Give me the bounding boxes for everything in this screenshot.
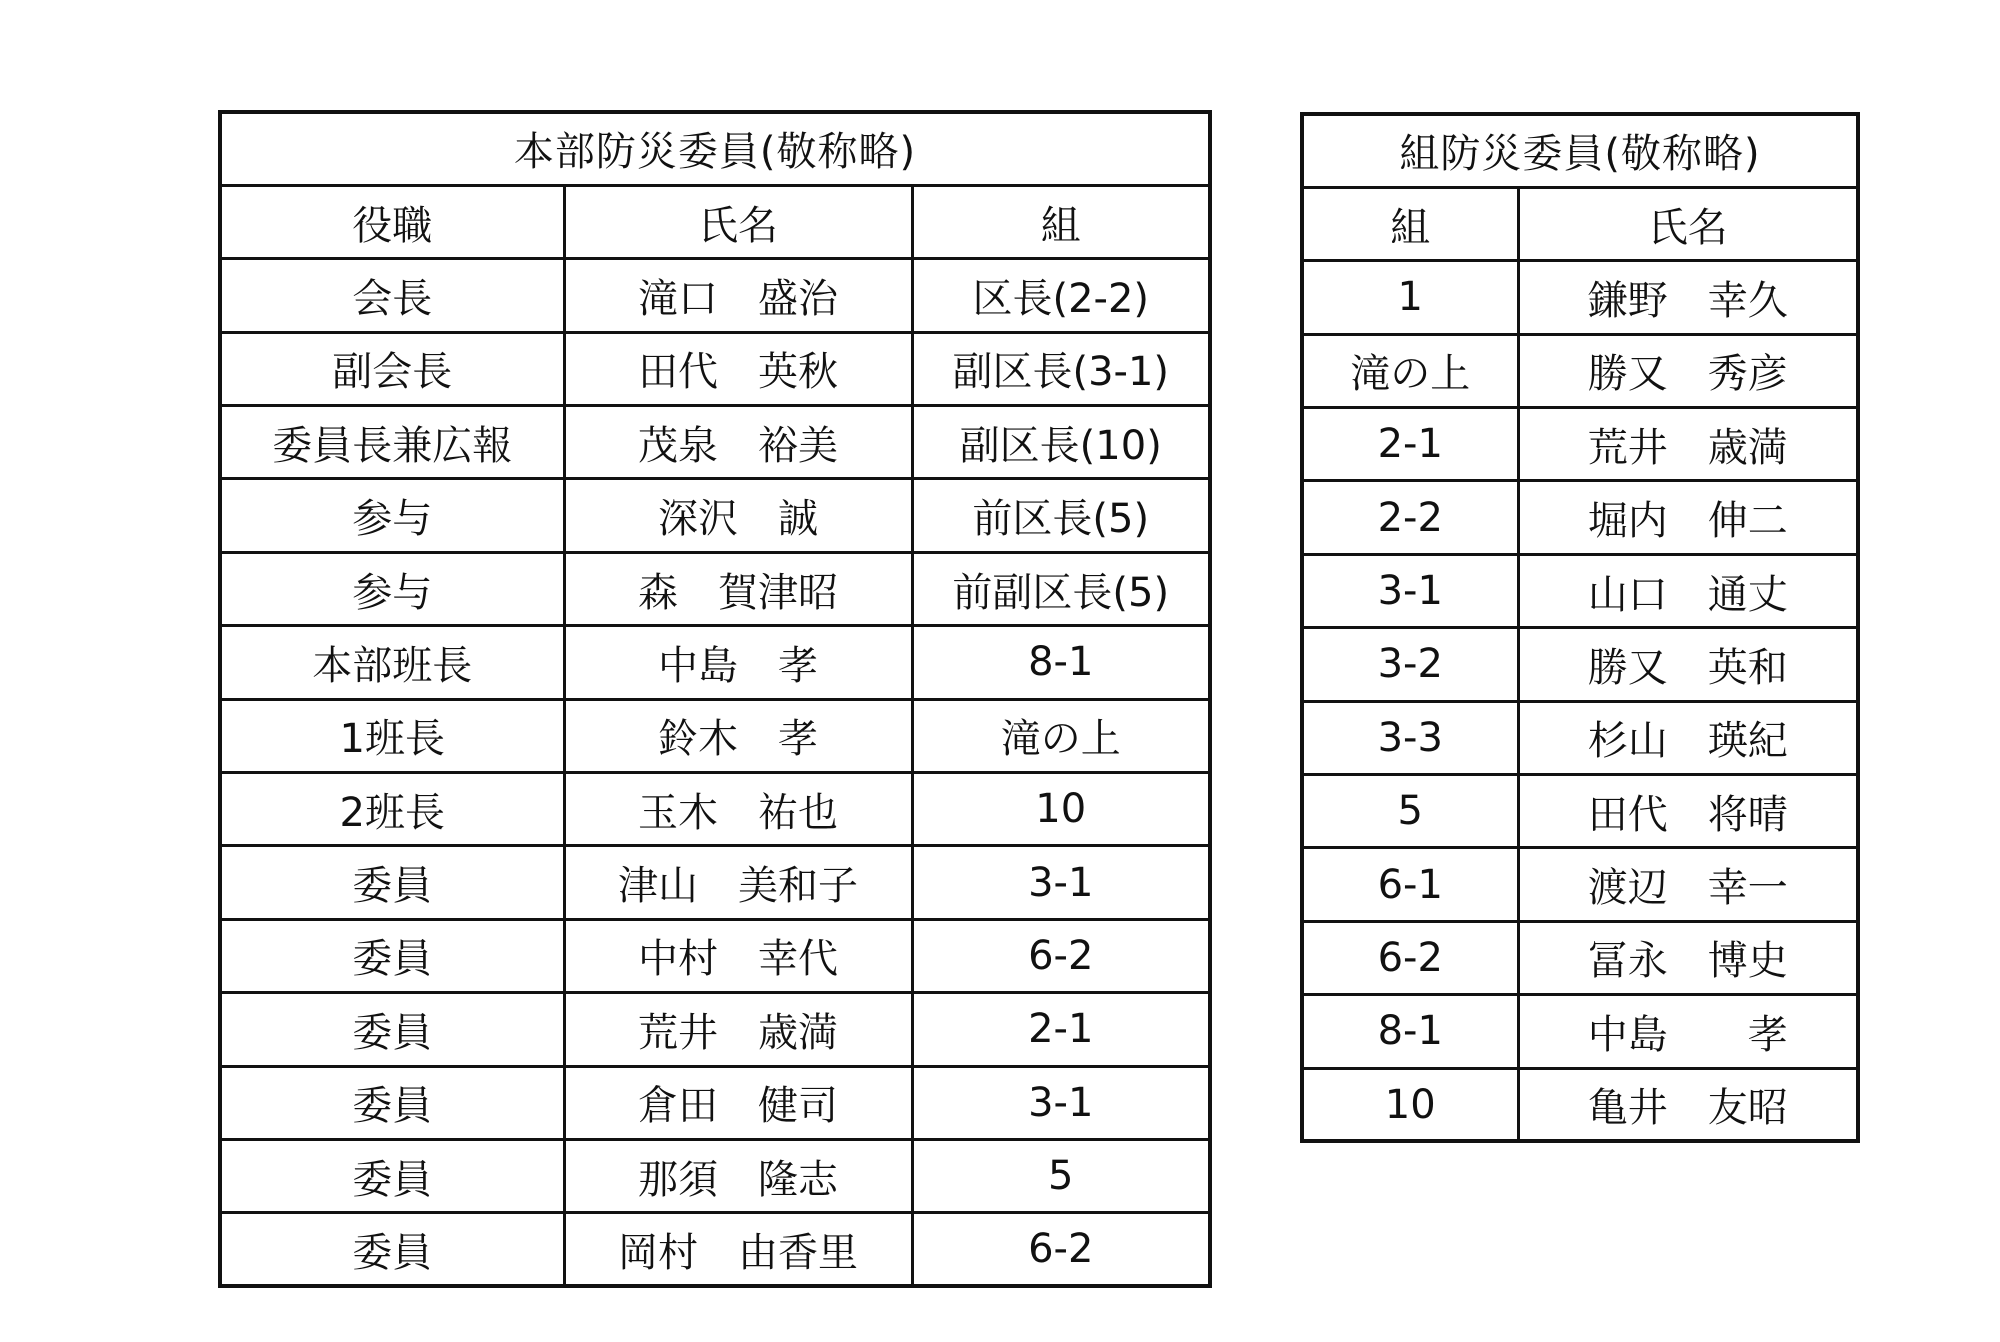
- honbu-committee-table: [218, 110, 1212, 1288]
- group-cell: 区長(2-2): [912, 259, 1210, 332]
- name-cell: 倉田 健司: [564, 1066, 912, 1139]
- table-row: [220, 919, 1210, 992]
- name-cell: 山口 通丈: [1518, 554, 1858, 627]
- group-cell: 3-1: [912, 846, 1210, 919]
- group-cell: 滝の上: [1302, 334, 1518, 407]
- name-cell: 中村 幸代: [564, 919, 912, 992]
- group-cell: 3-1: [1302, 554, 1518, 627]
- role-cell: 本部班長: [220, 626, 564, 699]
- name-cell: 深沢 誠: [564, 479, 912, 552]
- group-cell: 8-1: [1302, 995, 1518, 1068]
- kumi-committee-table: [1300, 112, 1860, 1143]
- header-group: 組: [1302, 187, 1518, 260]
- name-cell: 渡辺 幸一: [1518, 848, 1858, 921]
- group-cell: 前副区長(5): [912, 552, 1210, 625]
- group-cell: 滝の上: [912, 699, 1210, 772]
- name-cell: 堀内 伸二: [1518, 481, 1858, 554]
- name-cell: 岡村 由香里: [564, 1213, 912, 1286]
- group-cell: 6-1: [1302, 848, 1518, 921]
- table-row: [1302, 1068, 1858, 1141]
- role-cell: 委員: [220, 919, 564, 992]
- group-cell: 8-1: [912, 626, 1210, 699]
- honbu-table-title: 本部防災委員(敬称略): [220, 112, 1210, 185]
- role-cell: 参与: [220, 552, 564, 625]
- table-row: [1302, 701, 1858, 774]
- name-cell: 茂泉 裕美: [564, 406, 912, 479]
- header-name: 氏名: [1518, 187, 1858, 260]
- group-cell: 1: [1302, 261, 1518, 334]
- name-cell: 滝口 盛治: [564, 259, 912, 332]
- name-cell: 中島 孝: [1518, 995, 1858, 1068]
- role-cell: 委員: [220, 846, 564, 919]
- name-cell: 那須 隆志: [564, 1139, 912, 1212]
- group-cell: 3-1: [912, 1066, 1210, 1139]
- group-cell: 5: [1302, 775, 1518, 848]
- name-cell: 荒井 歳満: [1518, 408, 1858, 481]
- name-cell: 杉山 瑛紀: [1518, 701, 1858, 774]
- role-cell: 参与: [220, 479, 564, 552]
- name-cell: 冨永 博史: [1518, 921, 1858, 994]
- name-cell: 勝又 英和: [1518, 628, 1858, 701]
- name-cell: 鈴木 孝: [564, 699, 912, 772]
- table-row: [1302, 261, 1858, 334]
- table-row: [220, 406, 1210, 479]
- table-row: [1302, 628, 1858, 701]
- name-cell: 中島 孝: [564, 626, 912, 699]
- honbu-header-row: [220, 185, 1210, 258]
- name-cell: 荒井 歳満: [564, 993, 912, 1066]
- header-group: 組: [912, 185, 1210, 258]
- role-cell: 委員長兼広報: [220, 406, 564, 479]
- group-cell: 3-3: [1302, 701, 1518, 774]
- table-row: [220, 626, 1210, 699]
- role-cell: 委員: [220, 1066, 564, 1139]
- table-row: [1302, 995, 1858, 1068]
- table-row: [1302, 481, 1858, 554]
- table-row: [1302, 848, 1858, 921]
- table-row: [1302, 554, 1858, 627]
- table-row: [220, 993, 1210, 1066]
- table-row: [1302, 334, 1858, 407]
- role-cell: 委員: [220, 993, 564, 1066]
- table-row: [220, 773, 1210, 846]
- table-row: [220, 479, 1210, 552]
- table-row: [1302, 408, 1858, 481]
- table-row: [220, 259, 1210, 332]
- group-cell: 6-2: [912, 1213, 1210, 1286]
- table-row: [220, 552, 1210, 625]
- group-cell: 前区長(5): [912, 479, 1210, 552]
- header-name: 氏名: [564, 185, 912, 258]
- group-cell: 10: [1302, 1068, 1518, 1141]
- table-row: [220, 1213, 1210, 1286]
- table-row: [220, 1139, 1210, 1212]
- name-cell: 鎌野 幸久: [1518, 261, 1858, 334]
- name-cell: 玉木 祐也: [564, 773, 912, 846]
- role-cell: 1班長: [220, 699, 564, 772]
- table-row: [220, 1066, 1210, 1139]
- role-cell: 副会長: [220, 332, 564, 405]
- name-cell: 津山 美和子: [564, 846, 912, 919]
- table-row: [220, 332, 1210, 405]
- name-cell: 勝又 秀彦: [1518, 334, 1858, 407]
- group-cell: 2-2: [1302, 481, 1518, 554]
- group-cell: 3-2: [1302, 628, 1518, 701]
- table-row: [220, 846, 1210, 919]
- table-row: [220, 699, 1210, 772]
- name-cell: 森 賀津昭: [564, 552, 912, 625]
- role-cell: 委員: [220, 1139, 564, 1212]
- group-cell: 副区長(10): [912, 406, 1210, 479]
- name-cell: 田代 英秋: [564, 332, 912, 405]
- kumi-table-title: 組防災委員(敬称略): [1302, 114, 1858, 187]
- name-cell: 田代 将晴: [1518, 775, 1858, 848]
- role-cell: 委員: [220, 1213, 564, 1286]
- table-row: [1302, 921, 1858, 994]
- role-cell: 2班長: [220, 773, 564, 846]
- group-cell: 5: [912, 1139, 1210, 1212]
- group-cell: 2-1: [912, 993, 1210, 1066]
- name-cell: 亀井 友昭: [1518, 1068, 1858, 1141]
- group-cell: 10: [912, 773, 1210, 846]
- group-cell: 6-2: [912, 919, 1210, 992]
- group-cell: 2-1: [1302, 408, 1518, 481]
- group-cell: 6-2: [1302, 921, 1518, 994]
- kumi-header-row: [1302, 187, 1858, 260]
- role-cell: 会長: [220, 259, 564, 332]
- table-row: [1302, 775, 1858, 848]
- header-role: 役職: [220, 185, 564, 258]
- group-cell: 副区長(3-1): [912, 332, 1210, 405]
